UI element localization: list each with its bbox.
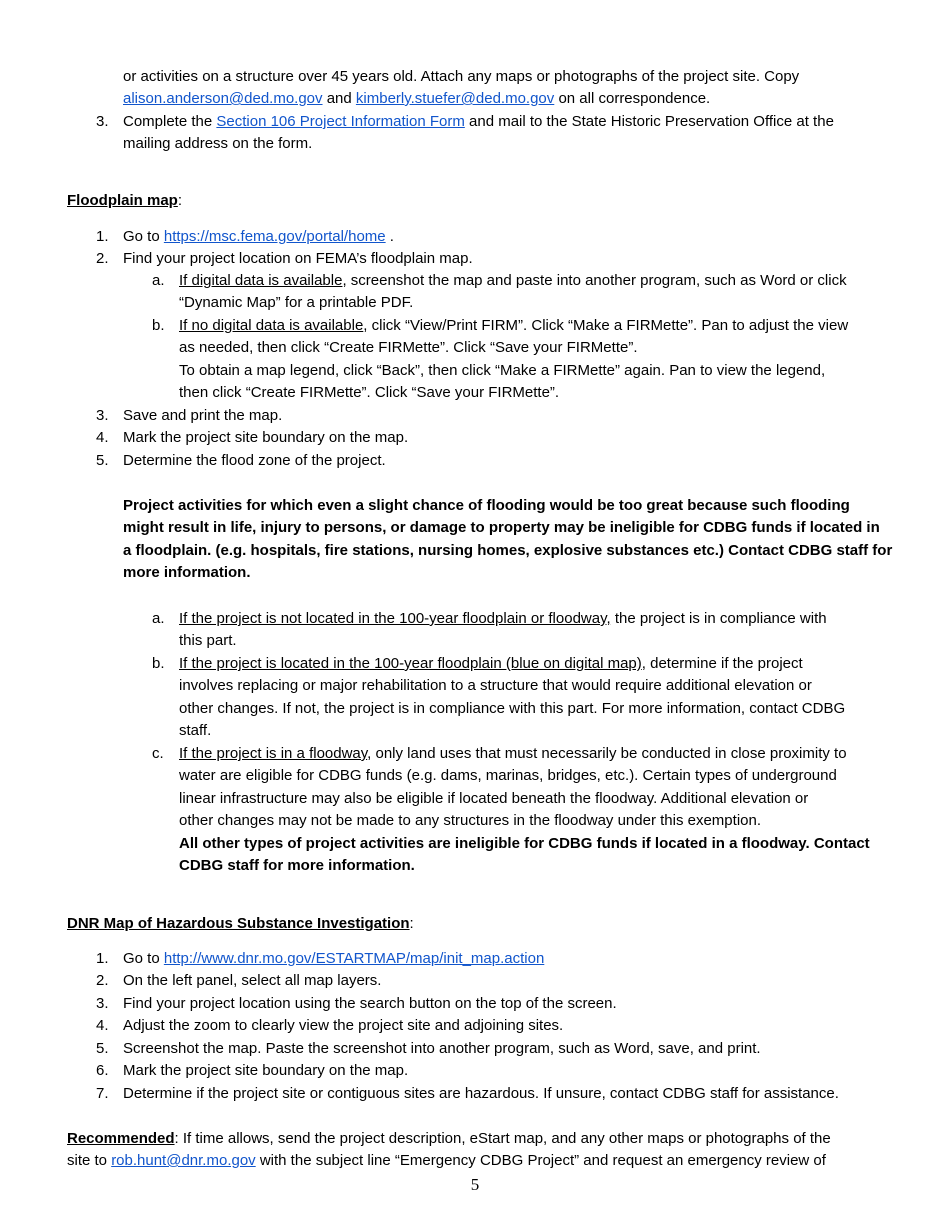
list-item: Screenshot the map. Paste the screenshot into another program, such as Word, save, and print. xyxy=(123,1040,761,1057)
list-number: 1. xyxy=(96,950,109,967)
underlined-condition: If digital data is available xyxy=(179,272,343,289)
sublist-item xyxy=(179,270,847,292)
email-link-stuefer[interactable]: kimberly.stuefer@ded.mo.gov xyxy=(355,90,555,107)
list-item xyxy=(123,226,394,248)
heading-text: Floodplain map xyxy=(67,192,178,209)
page-number: 5 xyxy=(470,1175,480,1194)
list-item: Mark the project site boundary on the map. xyxy=(123,1062,409,1079)
heading-colon: : xyxy=(177,192,183,209)
underlined-condition: If the project is in a floodway xyxy=(179,745,368,762)
sublist-item-continued: as needed, then click “Create FIRMette”. Click “Save your FIRMette”. xyxy=(179,339,638,356)
list-item xyxy=(123,111,834,133)
list-number: 4. xyxy=(96,1017,109,1034)
sublist-item xyxy=(179,653,803,675)
list-number: 1. xyxy=(96,228,109,245)
floodway-warning: All other types of project activities are ineligible for CDBG funds if located in a floodway. Contact xyxy=(179,835,870,852)
list-item-continued: mailing address on the form. xyxy=(123,135,313,152)
sublist-item-continued: “Dynamic Map” for a printable PDF. xyxy=(179,294,414,311)
intro-contacts-line xyxy=(123,88,710,110)
fema-portal-link[interactable]: https://msc.fema.gov/portal/home xyxy=(163,228,386,245)
sublist-item xyxy=(179,315,848,337)
floodplain-warning: Project activities for which even a slight chance of flooding would be too great because such flooding xyxy=(123,497,850,514)
sublist-item-continued: water are eligible for CDBG funds (e.g. dams, marinas, bridges, etc.). Certain types of underground xyxy=(179,767,837,784)
sublist-item-continued: other changes. If not, the project is in compliance with this part. For more information, contact CDBG xyxy=(179,700,846,717)
section-106-form-link[interactable]: Section 106 Project Information Form xyxy=(216,113,465,130)
recommended-text: site to xyxy=(67,1152,112,1169)
list-item: Determine the flood zone of the project. xyxy=(123,452,386,469)
item-text: , click “View/Print FIRM”. Click “Make a FIRMette”. Pan to adjust the view xyxy=(363,317,849,334)
underlined-condition: If the project is located in the 100-year floodplain (blue on digital map) xyxy=(179,655,642,672)
list-item: Save and print the map. xyxy=(123,407,283,424)
floodplain-heading xyxy=(67,190,182,212)
sublist-letter: a. xyxy=(152,272,165,289)
sublist-item-continued: other changes may not be made to any structures in the floodway under this exemption. xyxy=(179,812,761,829)
item-text: the project is in compliance with xyxy=(610,610,827,627)
sublist-letter: b. xyxy=(152,317,165,334)
sublist-item-continued: involves replacing or major rehabilitation to a structure that would require additional elevation or xyxy=(179,677,812,694)
list-number: 5. xyxy=(96,1040,109,1057)
list-item: Mark the project site boundary on the map. xyxy=(123,429,409,446)
recommended-paragraph xyxy=(67,1128,831,1150)
list-number: 4. xyxy=(96,429,109,446)
list-item xyxy=(123,948,544,970)
recommended-paragraph-continued xyxy=(67,1150,826,1172)
email-link-hunt[interactable]: rob.hunt@dnr.mo.gov xyxy=(111,1152,256,1169)
recommended-text: with the subject line “Emergency CDBG Project” and request an emergency review of xyxy=(255,1152,826,1169)
list-number: 6. xyxy=(96,1062,109,1079)
item-text: . xyxy=(385,228,394,245)
list-number: 3. xyxy=(96,407,109,424)
sublist-item-continued: staff. xyxy=(179,722,212,739)
sublist-item xyxy=(179,608,827,630)
dnr-estart-map-link[interactable]: http://www.dnr.mo.gov/ESTARTMAP/map/init_map.action xyxy=(163,950,545,967)
heading-colon: : xyxy=(409,915,414,932)
underlined-condition: If the project is not located in the 100-year floodplain or floodway, xyxy=(179,610,611,627)
list-number: 3. xyxy=(96,995,109,1012)
sublist-item-continued: linear infrastructure may also be eligible if located beneath the floodway. Additional elevation or xyxy=(179,790,809,807)
list-item: Determine if the project site or contiguous sites are hazardous. If unsure, contact CDBG staff for assistance. xyxy=(123,1085,839,1102)
email-link-anderson[interactable]: alison.anderson@ded.mo.gov xyxy=(123,90,323,107)
list-item: Find your project location on FEMA’s floodplain map. xyxy=(123,250,473,267)
floodway-warning: CDBG staff for more information. xyxy=(179,857,415,874)
floodplain-warning: more information. xyxy=(123,564,251,581)
intro-text: or activities on a structure over 45 years old. Attach any maps or photographs of the project site. Copy xyxy=(123,68,800,85)
list-number: 7. xyxy=(96,1085,109,1102)
sublist-item-continued: this part. xyxy=(179,632,237,649)
intro-tail-text: on all correspondence. xyxy=(554,90,711,107)
conjunction-text: and xyxy=(322,90,356,107)
intro-line xyxy=(123,66,799,88)
recommended-text: : If time allows, send the project description, eStart map, and any other maps or photographs of the xyxy=(174,1130,831,1147)
floodplain-warning: might result in life, injury to persons, or damage to property may be ineligible for CDBG funds if located in xyxy=(123,519,880,536)
sublist-letter: a. xyxy=(152,610,165,627)
underlined-condition: If no digital data is available xyxy=(179,317,364,334)
item-text: , only land uses that must necessarily be conducted in close proximity to xyxy=(367,745,847,762)
item-text: and mail to the State Historic Preservation Office at the xyxy=(464,113,834,130)
list-item: Adjust the zoom to clearly view the project site and adjoining sites. xyxy=(123,1017,564,1034)
list-item: Find your project location using the search button on the top of the screen. xyxy=(123,995,617,1012)
dnr-heading xyxy=(67,913,414,935)
list-number: 2. xyxy=(96,250,109,267)
list-number: 2. xyxy=(96,972,109,989)
list-item: On the left panel, select all map layers. xyxy=(123,972,382,989)
floodplain-warning: a floodplain. (e.g. hospitals, fire stations, nursing homes, explosive substances etc.) Contact CDBG staff for xyxy=(123,542,893,559)
sublist-item-continued: To obtain a map legend, click “Back”, then click “Make a FIRMette” again. Pan to view the legend, xyxy=(179,362,826,379)
item-text: Complete the xyxy=(123,113,217,130)
sublist-letter: b. xyxy=(152,655,165,672)
item-text: Go to xyxy=(123,228,164,245)
recommended-label: Recommended xyxy=(67,1130,175,1147)
list-number: 3. xyxy=(96,113,109,130)
list-number: 5. xyxy=(96,452,109,469)
sublist-item xyxy=(179,743,847,765)
item-text: Go to xyxy=(123,950,164,967)
heading-text: DNR Map of Hazardous Substance Investigation xyxy=(67,915,410,932)
item-text: , determine if the project xyxy=(641,655,803,672)
item-text: , screenshot the map and paste into another program, such as Word or click xyxy=(342,272,847,289)
sublist-letter: c. xyxy=(152,745,164,762)
sublist-item-continued: then click “Create FIRMette”. Click “Save your FIRMette”. xyxy=(179,384,560,401)
